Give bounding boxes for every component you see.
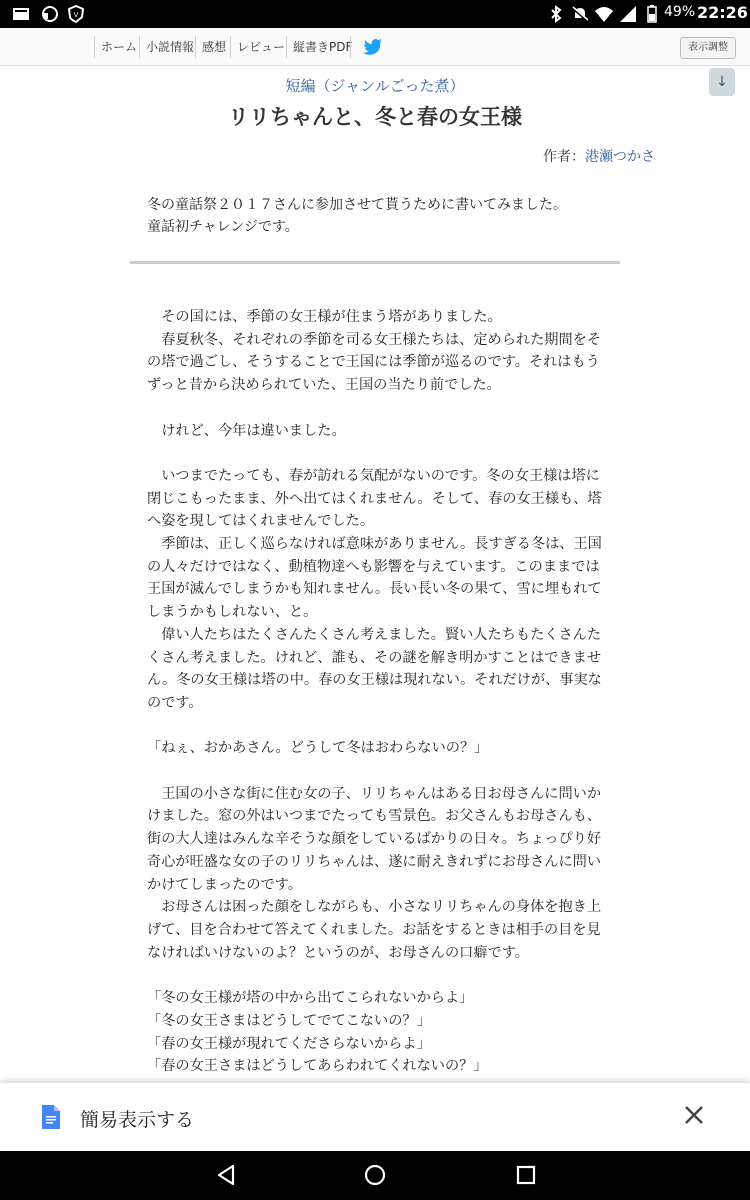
display-settings-button[interactable]: 表示調整: [680, 37, 736, 59]
wifi-icon: [594, 5, 614, 23]
news-app-icon: [12, 5, 32, 23]
story-title: リリちゃんと、冬と春の女王様: [228, 105, 522, 129]
status-bar: [0, 0, 750, 28]
shield-icon: [66, 5, 86, 23]
nav-vertical-pdf[interactable]: 縦書きPDF: [286, 36, 352, 58]
story-genre[interactable]: 短編（ジャンルごった煮）: [285, 77, 465, 95]
close-icon[interactable]: [680, 1101, 708, 1129]
nav-impressions[interactable]: 感想: [195, 36, 226, 58]
scroll-down-button[interactable]: ↓: [709, 68, 735, 96]
nav-review[interactable]: レビュー: [230, 36, 285, 58]
twitter-icon[interactable]: [363, 38, 383, 56]
system-navigation-bar: [0, 1151, 750, 1200]
signal-icon: [618, 5, 638, 23]
intro-line-2: 童話初チャレンジです。: [147, 219, 299, 235]
back-icon[interactable]: [214, 1163, 238, 1187]
author-label: 作者：: [543, 149, 585, 165]
battery-icon: [642, 5, 662, 23]
home-icon[interactable]: [363, 1163, 387, 1187]
clock: 22:26: [697, 3, 748, 22]
bluetooth-icon: [546, 5, 566, 23]
svg-text:V: V: [73, 11, 79, 19]
simple-view-label[interactable]: 簡易表示する: [80, 1109, 195, 1131]
notifications-off-icon: [570, 5, 590, 23]
story-intro: [147, 194, 607, 238]
story-body: その国には、季節の女王様が住まう塔がありました。 春夏秋冬、それぞれの季節を司る女王様たちは、定められた期間をその塔で過ごし、そうすることで王国には季節が巡るのです。それはもうずっと昔から決められていた、王国の当たり前でした。 けれど、今年は違いました。 いつまでたっても、春が訪れる気配がないのです。冬の女王様は塔に閉じこもったまま、外へ出てはくれません。そして、春の女王様も、塔へ姿を現してはくれませんでした。 季節は、正しく巡らなければ意味がありません。長すぎる冬は、王国の人々だけではなく、動植物達へも影響を与えています。このままでは王国が滅んでしまうかも知れません。長い長い冬の果て、雪に埋もれてしまうかもしれない、と。 偉い人たちはたくさんたくさん考えました。賢い人たちもたくさんたくさん考えました。けれど、誰も、その謎を解き明かすことはできません。冬の女王様は塔の中。春の女王様は現れない。それだけが、事実なのです。 「ねぇ、おかあさん。どうして冬はおわらないの？」 王国の小さな街に住む女の子、リリちゃんはある日お母さんに問いかけました。窓の外はいつまでたっても雪景色。お父さんもお母さんも、街の大人達はみんな辛そうな顔をしているばかりの日々。ちょっぴり好奇心が旺盛な女の子のリリちゃんは、遂に耐えきれずにお母さんに問いかけてしまったのです。 お母さんは困った顔をしながらも、小さなリリちゃんの身体を抱き上げて、目を合わせて答えてくれました。お話をするときは相手の目を見なければいけないのよ？というのが、お母さんの口癖です。 「冬の女王様が塔の中から出てこられないからよ」 「冬の女王さまはどうしてでてこないの？」 「春の女王様が現れてくださらないからよ」 「春の女王さまはどうしてあらわれてくれないの？」: [147, 309, 602, 1075]
divider: [130, 261, 620, 264]
document-icon: [42, 1105, 60, 1129]
nav-novel-info[interactable]: 小説情報: [139, 36, 194, 58]
author-link[interactable]: 港瀬つかさ: [585, 149, 655, 165]
site-nav: [0, 28, 750, 66]
recents-icon[interactable]: [514, 1163, 538, 1187]
simple-view-banner[interactable]: [0, 1083, 750, 1151]
battery-percent: 49%: [664, 4, 696, 20]
headset-icon: [40, 5, 60, 23]
intro-line-1: 冬の童話祭２０１７さんに参加させて貰うために書いてみました。: [147, 197, 567, 213]
story-author: [543, 146, 655, 166]
nav-home[interactable]: ホーム: [94, 36, 137, 58]
